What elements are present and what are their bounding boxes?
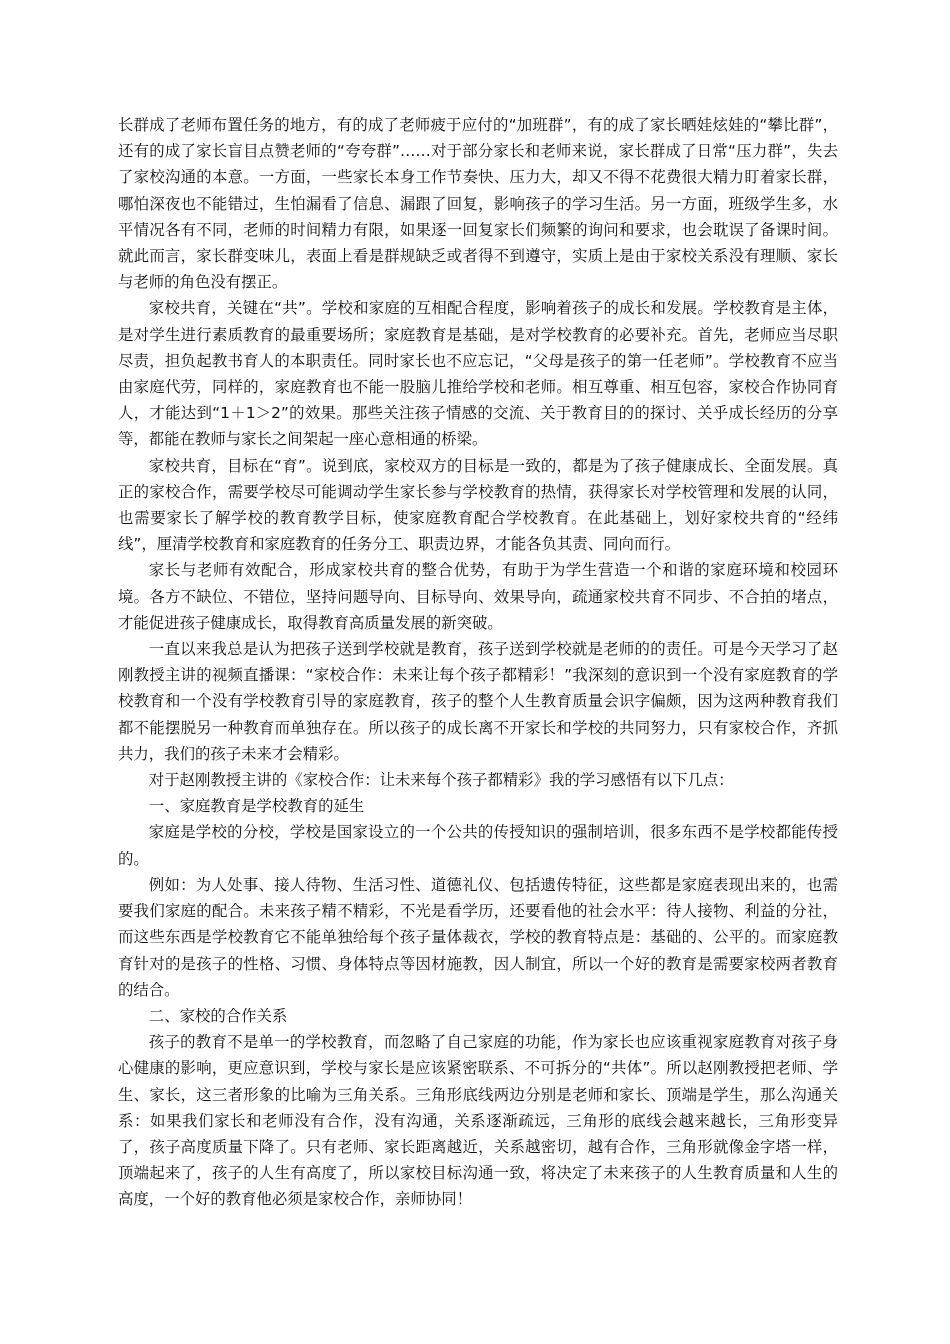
section-heading-2: 二、家校的合作关系 xyxy=(148,1006,288,1025)
section-heading-1: 一、家庭教育是学校教育的延生 xyxy=(148,797,365,816)
paragraph-triangle-relationship: 孩子的教育不是单一的学校教育，而忽略了自己家庭的功能，作为家长也应该重视家庭教育对孩子身心健康的影响，更应意识到，学校与家长是应该紧密联系、不可拆分的“共体”。所以赵刚教授把老师、学生、家长，这三者形象的比喻为三角关系。三角形底线两边分别是老师和家长、顶端是学生，那么沟通关系：如果我们家长和老师没有合作，没有沟通，关系逐渐疏远，三角形的底线会越来越长，三角形变异了，孩子高度质量下降了。只有老师、家长距离越近，关系越密切，越有合作，三角形就像金字塔一样，顶端起来了，孩子的人生有高度了，所以家校目标沟通一致，将决定了未来孩子的人生教育质量和人生的高度，一个好的教育他必须是家校合作，亲师协同！ xyxy=(118,1033,838,1209)
paragraph-key-in-together: 家校共育，关键在“共”。学校和家庭的互相配合程度，影响着孩子的成长和发展。学校教育是主体，是对学生进行素质教育的最重要场所；家庭教育是基础，是对学校教育的必要补充。首先，老师应当尽职尽责，担负起教书育人的本职责任。同时家长也不应忘记，“父母是孩子的第一任老师”。学校教育不应当由家庭代劳，同样的，家庭教育也不能一股脑儿推给学校和老师。相互尊重、相互包容，家校合作协同育人，才能达到“1＋1＞2”的效果。那些关注孩子情感的交流、关于教育目的的探讨、关乎成长经历的分享等，都能在教师与家长之间架起一座心意相通的桥梁。 xyxy=(118,299,838,449)
paragraph-family-branch-school: 家庭是学校的分校，学校是国家设立的一个公共的传授知识的强制培训，很多东西不是学校都能传授的。 xyxy=(118,823,838,868)
paragraph-personal-reflection: 一直以来我总是认为把孩子送到学校就是教育，孩子送到学校就是老师的的责任。可是今天学习了赵刚教授主讲的视频直播课：“家校合作：未来让每个孩子都精彩！”我深刻的意识到一个没有家庭教育的学校教育和一个没有学校教育引导的家庭教育，孩子的整个人生教育质量会识字偏颇，因为这两种教育我们都不能摆脱另一种教育而单独存在。所以孩子的成长离不开家长和学校的共同努力，只有家校合作，齐抓共力，我们的孩子未来才会精彩。 xyxy=(118,640,838,763)
paragraph-learning-insights-intro: 对于赵刚教授主讲的《家校合作：让未来每个孩子都精彩》我的学习感悟有以下几点： xyxy=(148,771,734,790)
paragraph-parent-group-issue: 长群成了老师布置任务的地方，有的成了老师疲于应付的“加班群”，有的成了家长晒娃炫娃的“攀比群”，还有的成了家长盲目点赞老师的“夸夸群”……对于部分家长和老师来说，家长群成了日常“压力群”，失去了家校沟通的本意。一方面，一些家长本身工作节奏快、压力大，却又不得不花费很大精力盯着家长群，哪怕深夜也不能错过，生怕漏看了信息、漏跟了回复，影响孩子的学习生活。另一方面，班级学生多，水平情况各有不同，老师的时间精力有限，如果逐一回复家长们频繁的询问和要求，也会耽误了备课时间。就此而言，家长群变味儿，表面上看是群规缺乏或者得不到遵守，实质上是由于家校关系没有理顺、家长与老师的角色没有摆正。 xyxy=(118,116,838,292)
paragraph-goal-in-education: 家校共育，目标在“育”。说到底，家校双方的目标是一致的，都是为了孩子健康成长、全面发展。真正的家校合作，需要学校尽可能调动学生家长参与学校教育的热情，获得家长对学校管理和发展的认同，也需要家长了解学校的教育教学目标，使家庭教育配合学校教育。在此基础上，划好家校共育的“经纬线”，厘清学校教育和家庭教育的任务分工、职责边界，才能各负其责、同向而行。 xyxy=(118,456,838,554)
document-page xyxy=(118,112,838,1213)
paragraph-effective-cooperation: 家长与老师有效配合，形成家校共育的整合优势，有助于为学生营造一个和谐的家庭环境和校园环境。各方不缺位、不错位，坚持问题导向、目标导向、效果导向，疏通家校共育不同步、不合拍的堵点，才能促进孩子健康成长，取得教育高质量发展的新突破。 xyxy=(118,561,838,632)
paragraph-examples: 例如：为人处事、接人待物、生活习性、道德礼仪、包括遗传特征，这些都是家庭表现出来的，也需要我们家庭的配合。未来孩子精不精彩，不光是看学历，还要看他的社会水平：待人接物、利益的分社，而这些东西是学校教育它不能单独给每个孩子量体裁衣，学校的教育特点是：基础的、公平的。而家庭教育针对的是孩子的性格、习惯、身体特点等因材施教，因人制宜，所以一个好的教育是需要家校两者教育的结合。 xyxy=(118,875,838,999)
